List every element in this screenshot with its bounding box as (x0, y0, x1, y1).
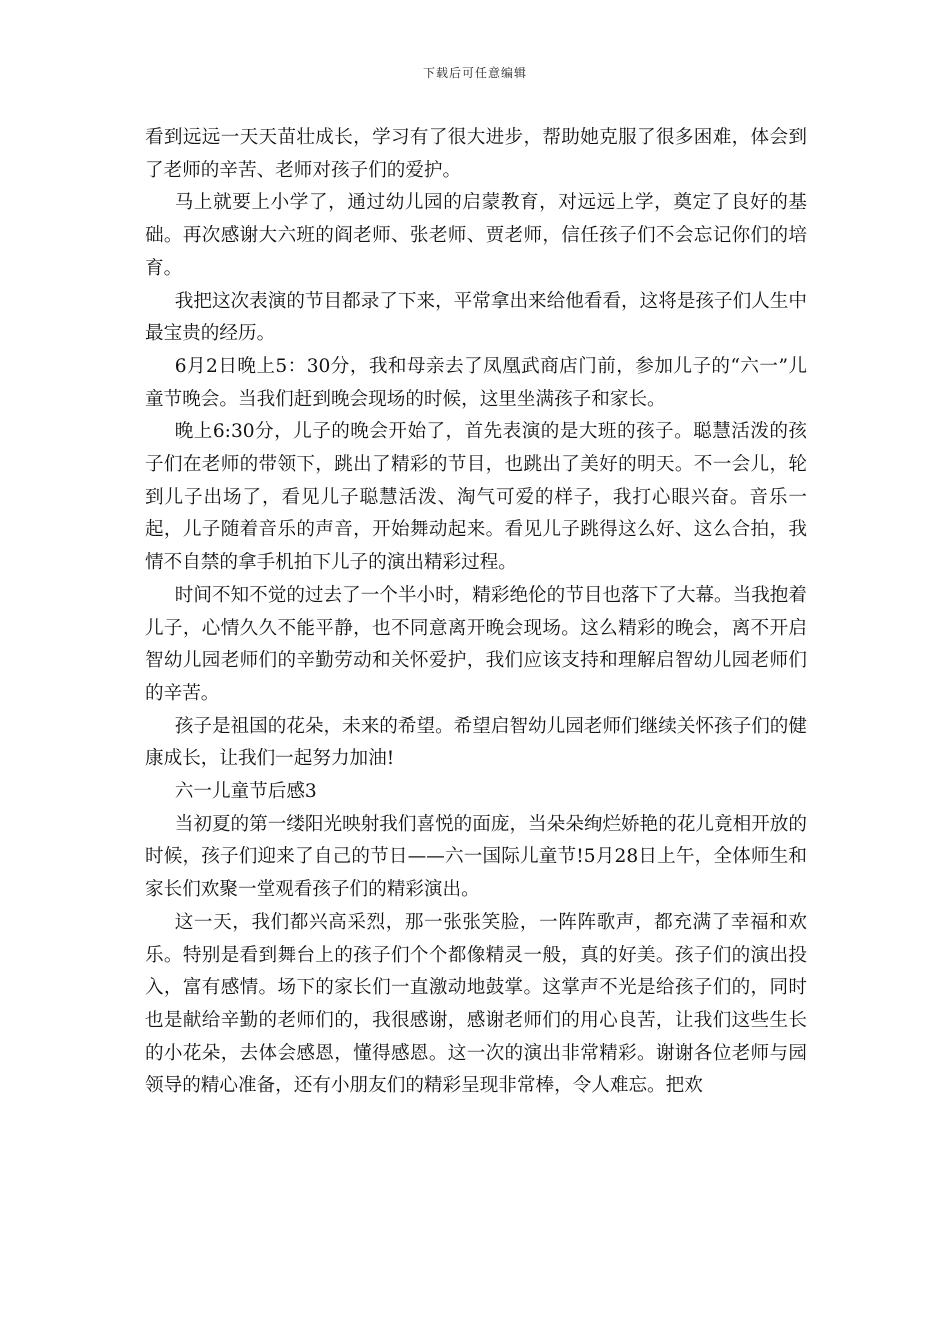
paragraph: 看到远远一天天苗壮成长，学习有了很大进步，帮助她克服了很多困难，体会到了老师的辛苦、老师对孩子们的爱护。 (145, 127, 807, 181)
paragraph: 晚上6:30分，儿子的晚会开始了，首先表演的是大班的孩子。聪慧活泼的孩子们在老师的带领下，跳出了精彩的节目，也跳出了美好的明天。不一会儿，轮到儿子出场了，看见儿子聪慧活泼、淘气可爱的样子，我打心眼兴奋。音乐一起，儿子随着音乐的声音，开始舞动起来。看见儿子跳得这么好、这么合拍，我情不自禁的拿手机拍下儿子的演出精彩过程。 (145, 421, 807, 574)
page-header: 下载后可任意编辑 (422, 66, 527, 80)
paragraph: 6月2日晚上5：30分，我和母亲去了凤凰武商店门前，参加儿子的“六一”儿童节晚会。当我们赶到晚会现场的时候，这里坐满孩子和家长。 (145, 355, 807, 410)
paragraph: 时间不知不觉的过去了一个半小时，精彩绝伦的节目也落下了大幕。当我抱着儿子，心情久久不能平静，也不同意离开晚会现场。这么精彩的晚会，离不开启智幼儿园老师们的辛勤劳动和关怀爱护，我们应该支持和理解启智幼儿园老师们的辛苦。 (145, 584, 807, 704)
section-heading: 六一儿童节后感3 (174, 781, 317, 803)
document-body (145, 122, 807, 1103)
paragraph: 我把这次表演的节目都录了下来，平常拿出来给他看看，这将是孩子们人生中最宝贵的经历。 (145, 290, 807, 345)
paragraph: 孩子是祖国的花朵，未来的希望。希望启智幼儿园老师们继续关怀孩子们的健康成长，让我们一起努力加油! (145, 715, 807, 770)
paragraph: 这一天，我们都兴高采烈，那一张张笑脸，一阵阵歌声，都充满了幸福和欢乐。特别是看到舞台上的孩子们个个都像精灵一般，真的好美。孩子们的演出投入，富有感情。场下的家长们一直激动地鼓掌。这掌声不光是给孩子们的，同时也是献给辛勤的老师们的，我很感谢，感谢老师们的用心良苦，让我们这些生长的小花朵，去体会感恩，懂得感恩。这一次的演出非常精彩。谢谢各位老师与园领导的精心准备，还有小朋友们的精彩呈现非常棒，令人难忘。把欢 (145, 911, 807, 1097)
paragraph: 当初夏的第一缕阳光映射我们喜悦的面庞，当朵朵绚烂娇艳的花儿竟相开放的时候，孩子们迎来了自己的节日——六一国际儿童节!5月28日上午，全体师生和家长们欢聚一堂观看孩子们的精彩演出。 (145, 813, 807, 901)
paragraph: 马上就要上小学了，通过幼儿园的启蒙教育，对远远上学，奠定了良好的基础。再次感谢大六班的阎老师、张老师、贾老师，信任孩子们不会忘记你们的培育。 (145, 192, 807, 279)
